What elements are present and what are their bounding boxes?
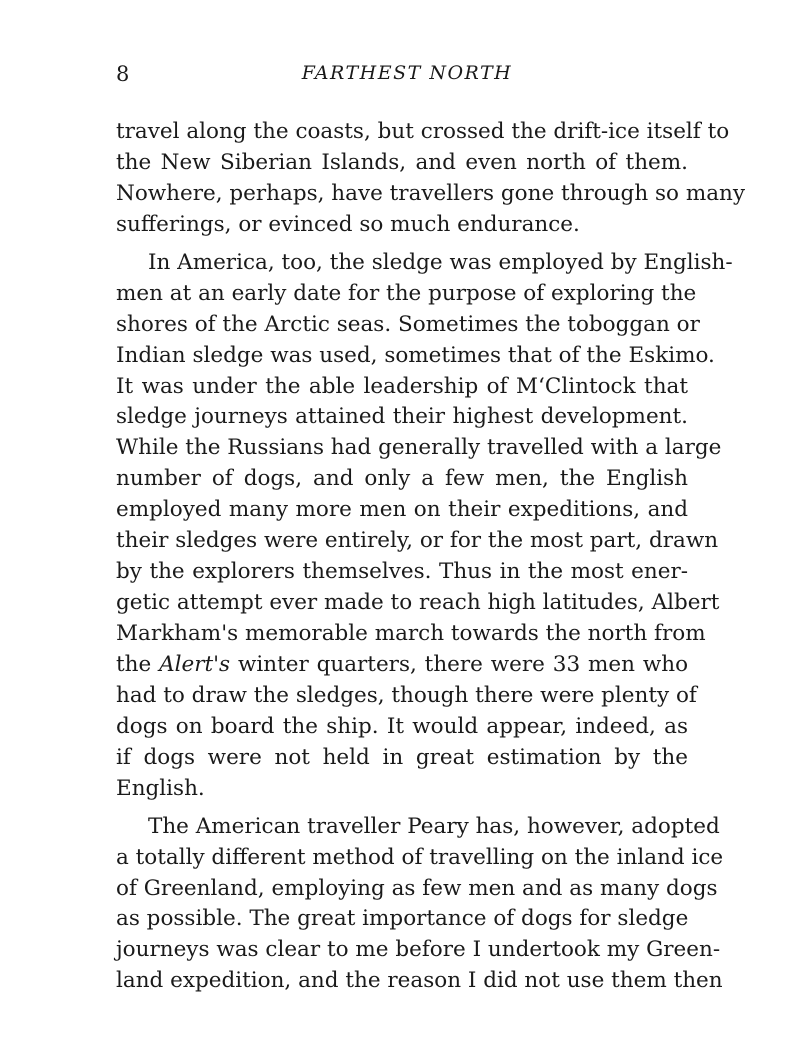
text-line: the New Siberian Islands, and even north of them. (116, 149, 688, 175)
paragraph (116, 812, 724, 998)
text-line: It was under the able leadership of M‘Clintock that (116, 373, 688, 399)
text-line: While the Russians had generally travelled with a large (116, 435, 722, 461)
text-line: dogs on board the ship. It would appear, indeed, as (116, 713, 688, 739)
paragraph (116, 117, 746, 241)
body-text (116, 117, 746, 997)
text-line: if dogs were not held in great estimation by the (116, 744, 688, 770)
paragraph (116, 248, 733, 805)
text-line: as possible. The great importance of dogs for sledge (116, 906, 689, 932)
text-line: Markham's memorable march towards the north from (116, 621, 706, 646)
text-fragment: the (116, 651, 160, 677)
text-line: had to draw the sledges, though there were plenty of (116, 682, 697, 708)
text-line: number of dogs, and only a few men, the English (116, 466, 688, 492)
text-line: sledge journeys attained their highest development. (116, 404, 688, 430)
text-line: land expedition, and the reason I did not use them then (116, 968, 723, 994)
text-line: employed many more men on their expeditions, and (116, 497, 688, 523)
running-head: FARTHEST NORTH (301, 62, 513, 84)
text-line: a totally different method of travelling on the inland ice (116, 844, 724, 870)
text-line: Indian sledge was used, sometimes that of the Eskimo. (116, 342, 715, 368)
text-line: by the explorers themselves. Thus in the most ener- (116, 559, 688, 585)
text-line: travel along the coasts, but crossed the drift-ice itself to (116, 119, 730, 144)
ship-name-italic: Alert's (159, 651, 231, 677)
text-line: men at an early date for the purpose of exploring the (116, 280, 697, 306)
text-line: English. (116, 775, 205, 801)
text-line: Nowhere, perhaps, have travellers gone through so many (116, 180, 746, 206)
page-header (116, 62, 688, 90)
text-line: journeys was clear to me before I undertook my Green- (116, 937, 721, 963)
text-line: The American traveller Peary has, however, adopted (148, 813, 720, 839)
text-line: their sledges were entirely, or for the most part, drawn (116, 528, 719, 554)
text-line: shores of the Arctic seas. Sometimes the toboggan or (116, 311, 700, 337)
page-number: 8 (116, 62, 130, 86)
text-line (116, 650, 688, 681)
text-line: of Greenland, employing as few men and as many dogs (116, 875, 718, 901)
text-line: getic attempt ever made to reach high latitudes, Albert (116, 590, 720, 616)
text-line: sufferings, or evinced so much endurance. (116, 211, 580, 237)
text-fragment: winter quarters, there were 33 men who (230, 651, 689, 677)
text-line: In America, too, the sledge was employed by English- (148, 249, 733, 275)
